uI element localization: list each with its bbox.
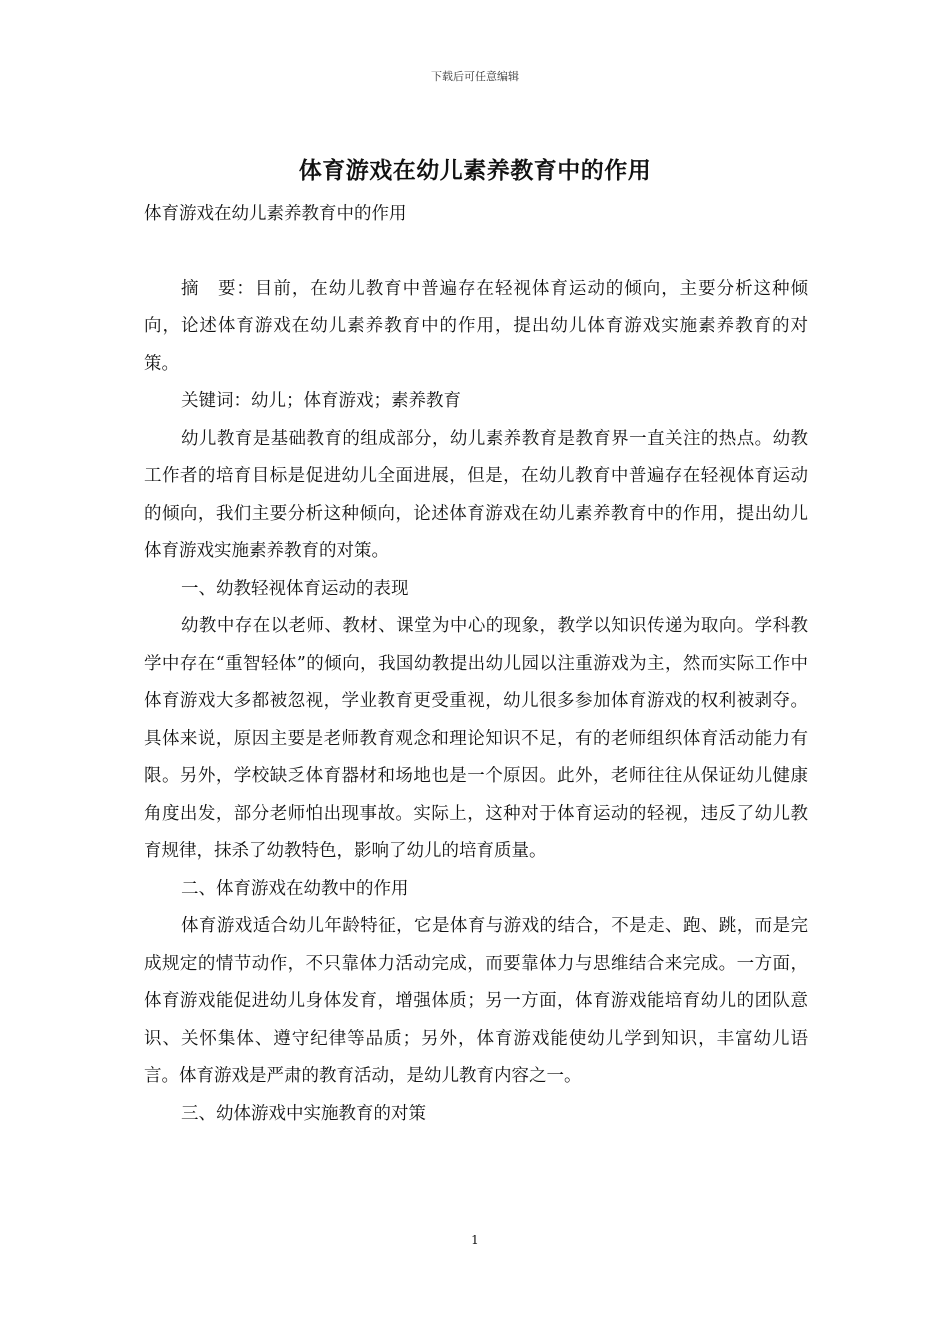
page-header-note: 下载后可任意编辑 [431,70,519,83]
section-1-paragraph: 幼教中存在以老师、教材、课堂为中心的现象，教学以知识传递为取向。学科教学中存在“重智轻体”的倾向，我国幼教提出幼儿园以注重游戏为主，然而实际工作中体育游戏大多都被忽视，学业教育更受重视，幼儿很多参加体育游戏的权利被剥夺。具体来说，原因主要是老师教育观念和理论知识不足，有的老师组织体育活动能力有限。另外，学校缺乏体育器材和场地也是一个原因。此外，老师往往从保证幼儿健康角度出发，部分老师怕出现事故。实际上，这种对于体育运动的轻视，违反了幼儿教育规律，抹杀了幼教特色，影响了幼儿的培育质量。 [144,616,808,861]
keywords-paragraph: 关键词：幼儿；体育游戏；素养教育 [181,391,461,411]
page-number: 1 [471,1233,479,1247]
document-body [144,196,808,1133]
section-heading-2: 二、体育游戏在幼教中的作用 [181,878,409,899]
document-title: 体育游戏在幼儿素养教育中的作用 [298,157,652,184]
abstract-paragraph: 摘 要：目前，在幼儿教育中普遍存在轻视体育运动的倾向，主要分析这种倾向，论述体育游戏在幼儿素养教育中的作用，提出幼儿体育游戏实施素养教育的对策。 [144,278,808,374]
section-2-paragraph: 体育游戏适合幼儿年龄特征，它是体育与游戏的结合，不是走、跑、跳，而是完成规定的情节动作，不只靠体力活动完成，而要靠体力与思维结合来完成。一方面，体育游戏能促进幼儿身体发育，增强体质；另一方面，体育游戏能培育幼儿的团队意识、关怀集体、遵守纪律等品质；另外，体育游戏能使幼儿学到知识，丰富幼儿语言。体育游戏是严肃的教育活动，是幼儿教育内容之一。 [144,916,808,1086]
intro-paragraph: 幼儿教育是基础教育的组成部分，幼儿素养教育是教育界一直关注的热点。幼教工作者的培育目标是促进幼儿全面进展，但是，在幼儿教育中普遍存在轻视体育运动的倾向，我们主要分析这种倾向，论述体育游戏在幼儿素养教育中的作用，提出幼儿体育游戏实施素养教育的对策。 [144,428,808,561]
section-heading-1: 一、幼教轻视体育运动的表现 [181,578,409,599]
document-subtitle: 体育游戏在幼儿素养教育中的作用 [144,204,407,224]
section-heading-3: 三、幼体游戏中实施教育的对策 [181,1103,426,1124]
